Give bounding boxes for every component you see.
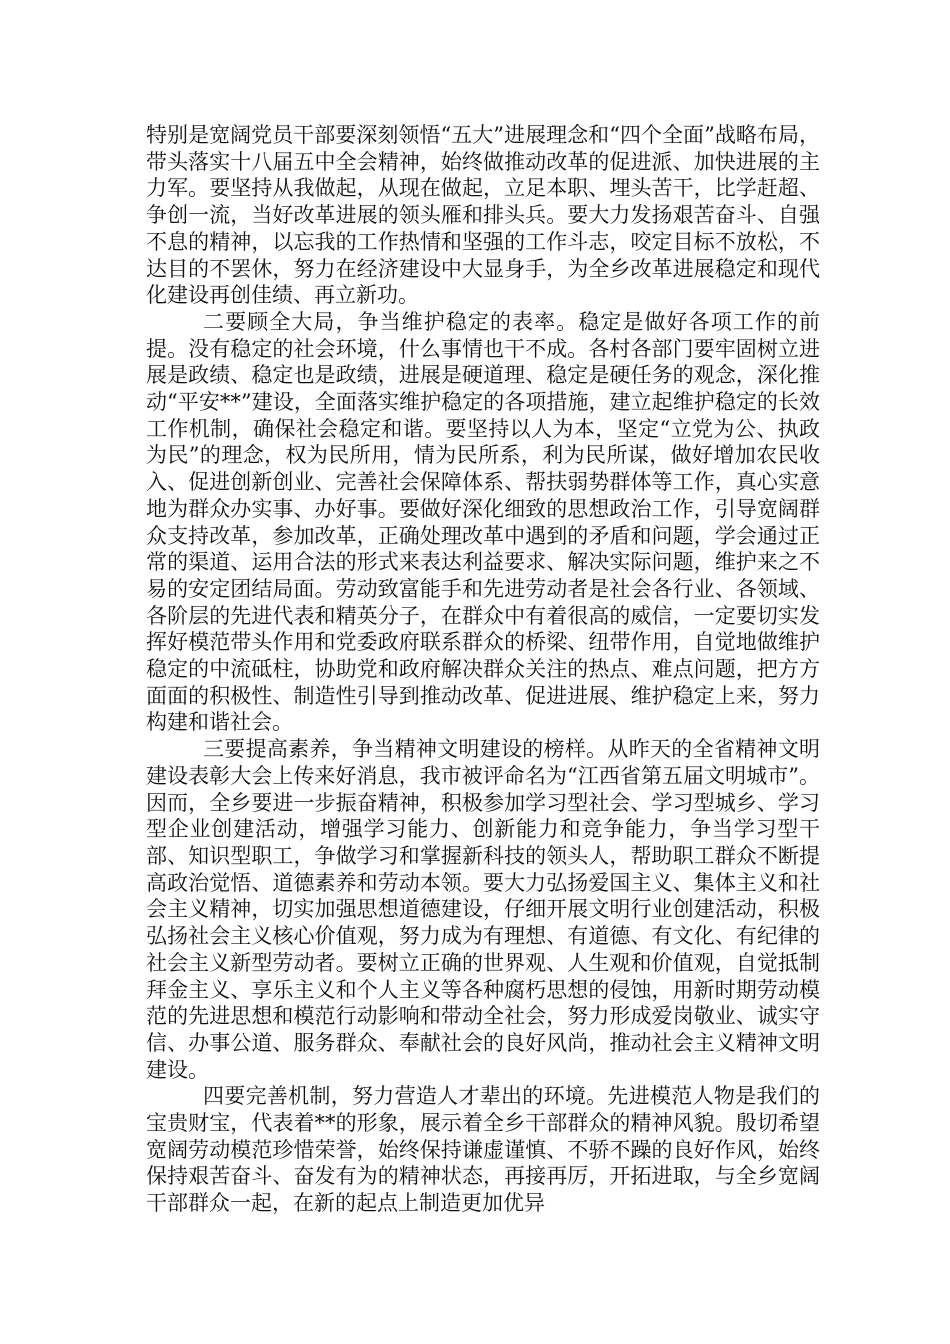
paragraph-3: 三要提高素养，争当精神文明建设的榜样。从昨天的全省精神文明建设表彰大会上传来好消息，我市被评命名为“江西省第五届文明城市”。因而，全乡要进一步振奋精神，积极参加学习型社会、学习型城乡、学习型企业创建活动，增强学习能力、创新能力和竞争能力，争当学习型干部、知识型职工，争做学习和掌握新科技的领头人，帮助职工群众不断提高政治觉悟、道德素养和劳动本领。要大力弘扬爱国主义、集体主义和社会主义精神，切实加强思想道德建设，仔细开展文明行业创建活动，积极弘扬社会主义核心价值观，努力成为有理想、有道德、有文化、有纪律的社会主义新型劳动者。要树立正确的世界观、人生观和价值观，自觉抵制拜金主义、享乐主义和个人主义等各种腐朽思想的侵蚀，用新时期劳动模范的先进思想和模范行动影响和带动全社会，努力形成爱岗敬业、诚实守信、办事公道、服务群众、奉献社会的良好风尚，推动社会主义精神文明建设。 [146,737,820,1082]
paragraph-2: 二要顾全大局，争当维护稳定的表率。稳定是做好各项工作的前提。没有稳定的社会环境，什么事情也干不成。各村各部门要牢固树立进展是政绩、稳定也是政绩，进展是硬道理、稳定是硬任务的观念，深化推动“平安**”建设，全面落实维护稳定的各项措施，建立起维护稳定的长效工作机制，确保社会稳定和谐。要坚持以人为本，坚定“立党为公、执政为民”的理念，权为民所用，情为民所系，利为民所谋，做好增加农民收入、促进创新创业、完善社会保障体系、帮扶弱势群体等工作，真心实意地为群众办实事、办好事。要做好深化细致的思想政治工作，引导宽阔群众支持改革，参加改革，正确处理改革中遇到的矛盾和问题，学会通过正常的渠道、运用合法的形式来表达利益要求、解决实际问题，维护来之不易的安定团结局面。劳动致富能手和先进劳动者是社会各行业、各领域、各阶层的先进代表和精英分子，在群众中有着很高的威信，一定要切实发挥好模范带头作用和党委政府联系群众的桥梁、纽带作用，自觉地做维护稳定的中流砥柱，协助党和政府解决群众关注的热点、难点问题，把方方面面的积极性、制造性引导到推动改革、促进进展、维护稳定上来，努力构建和谐社会。 [146,309,820,735]
paragraph-4: 四要完善机制，努力营造人才辈出的环境。先进模范人物是我们的宝贵财宝，代表着**的形象，展示着全乡干部群众的精神风貌。殷切希望宽阔劳动模范珍惜荣誉，始终保持谦虚谨慎、不骄不躁的良好作风，始终保持艰苦奋斗、奋发有为的精神状态，再接再厉，开拓进取，与全乡宽阔干部群众一起，在新的起点上制造更加优异 [146,1084,820,1216]
document-body [146,122,820,1217]
paragraph-1: 特别是宽阔党员干部要深刻领悟“五大”进展理念和“四个全面”战略布局，带头落实十八届五中全会精神，始终做推动改革的促进派、加快进展的主力军。要坚持从我做起，从现在做起，立足本职、埋头苦干，比学赶超、争创一流，当好改革进展的领头雁和排头兵。要大力发扬艰苦奋斗、自强不息的精神，以忘我的工作热情和坚强的工作斗志，咬定目标不放松，不达目的不罢休，努力在经济建设中大显身手，为全乡改革进展稳定和现代化建设再创佳绩、再立新功。 [146,123,820,308]
